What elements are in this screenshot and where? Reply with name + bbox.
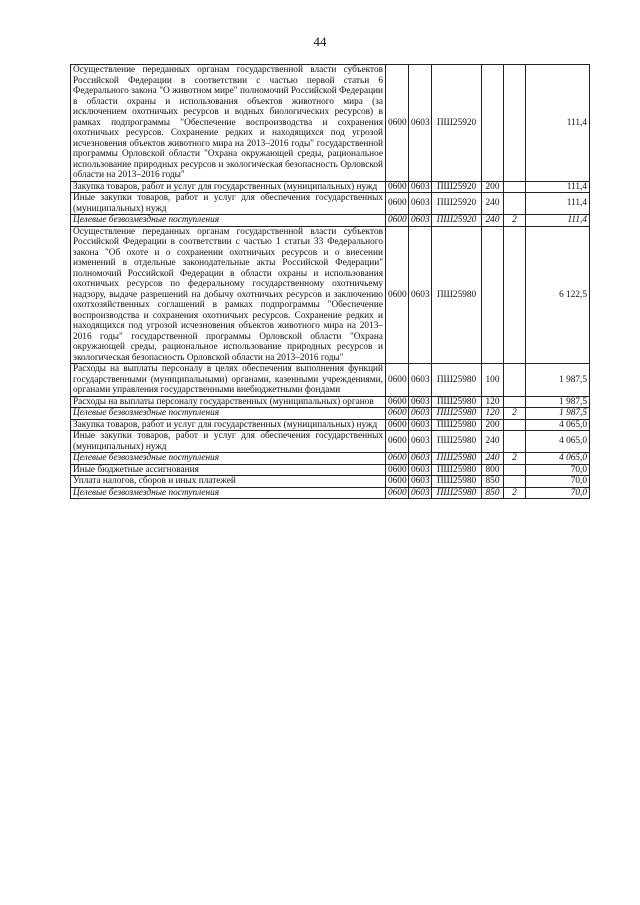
target-article-code: ПШ25980: [432, 396, 482, 408]
source-code: [504, 419, 526, 431]
target-article-code: ПШ25920: [432, 215, 482, 227]
amount: 1 987,5: [526, 408, 590, 420]
section-code: 0600: [386, 476, 409, 488]
source-code: 2: [504, 453, 526, 465]
expense-type-code: 240: [482, 431, 504, 453]
source-code: [504, 193, 526, 215]
section-code: 0600: [386, 215, 409, 227]
section-code: 0600: [386, 464, 409, 476]
table-row: [71, 193, 590, 215]
target-article-code: ПШ25920: [432, 181, 482, 193]
section-code: 0600: [386, 419, 409, 431]
row-description: Целевые безвозмездные поступления: [71, 487, 386, 499]
expense-type-code: [482, 65, 504, 182]
row-description: Осуществление переданных органам государственной власти субъектов Российской Федерации в соответствии с частью первой статьи 6 Федерального закона "О животном мире" полномочий Российской Федерации в области охраны и использования объектов животного мира (за исключением охотничьих ресурсов и водных биологических ресурсов) в рамках подпрограммы "Обеспечение воспроизводства и сохранения охотничьих ресурсов. Сохранение редких и находящихся под угрозой исчезновения объектов животного мира на 2013–2016 годы" государственной программы Орловской области "Охрана окружающей среды, рациональное использование природных ресурсов и экологическая безопасность Орловской области на 2013–2016 годы": [71, 65, 386, 182]
table-row: [71, 181, 590, 193]
target-article-code: ПШ25980: [432, 408, 482, 420]
target-article-code: ПШ25980: [432, 476, 482, 488]
section-code: 0600: [386, 193, 409, 215]
section-code: 0600: [386, 396, 409, 408]
section-code: 0600: [386, 487, 409, 499]
expense-type-code: 240: [482, 215, 504, 227]
amount: 4 065,0: [526, 431, 590, 453]
amount: 4 065,0: [526, 453, 590, 465]
expense-type-code: 800: [482, 464, 504, 476]
amount: 1 987,5: [526, 396, 590, 408]
source-code: [504, 476, 526, 488]
subsection-code: 0603: [409, 396, 432, 408]
section-code: 0600: [386, 364, 409, 397]
expense-type-code: 240: [482, 193, 504, 215]
table-row: [71, 396, 590, 408]
row-description: Уплата налогов, сборов и иных платежей: [71, 476, 386, 488]
row-description: Осуществление переданных органам государственной власти субъектов Российской Федерации в соответствии с частью 1 статьи 33 Федерального закона "Об охоте и о сохранении охотничьих ресурсов и о внесении изменений в отдельные законодательные акты Российской Федерации" полномочий Российской Федерации в области охраны и использования охотничьих ресурсов по федеральному государственному охотничьему надзору, выдаче разрешений на добычу охотничьих ресурсов и заключению охотхозяйственных соглашений в рамках подпрограммы "Обеспечение воспроизводства и сохранения охотничьих ресурсов. Сохранение редких и находящихся под угрозой исчезновения объектов животного мира на 2013–2016 годы" государственной программы Орловской области "Охрана окружающей среды, рациональное использование природных ресурсов и экологическая безопасность Орловской области на 2013–2016 годы": [71, 226, 386, 364]
target-article-code: ПШ25980: [432, 226, 482, 364]
target-article-code: ПШ25980: [432, 453, 482, 465]
subsection-code: 0603: [409, 181, 432, 193]
amount: 4 065,0: [526, 419, 590, 431]
section-code: 0600: [386, 408, 409, 420]
subsection-code: 0603: [409, 453, 432, 465]
source-code: [504, 226, 526, 364]
table-row: [71, 226, 590, 364]
section-code: 0600: [386, 65, 409, 182]
expense-type-code: 850: [482, 476, 504, 488]
amount: 111,4: [526, 181, 590, 193]
source-code: [504, 65, 526, 182]
subsection-code: 0603: [409, 408, 432, 420]
amount: 1 987,5: [526, 364, 590, 397]
table-row: [71, 431, 590, 453]
row-description: Закупка товаров, работ и услуг для государственных (муниципальных) нужд: [71, 181, 386, 193]
row-description: Целевые безвозмездные поступления: [71, 215, 386, 227]
amount: 111,4: [526, 215, 590, 227]
row-description: Целевые безвозмездные поступления: [71, 408, 386, 420]
subsection-code: 0603: [409, 419, 432, 431]
table-row: [71, 476, 590, 488]
row-description: Расходы на выплаты персоналу в целях обеспечения выполнения функций государственными (муниципальными) органами, казенными учреждениями, органами управления государственными внебюджетными фондами: [71, 364, 386, 397]
source-code: [504, 364, 526, 397]
section-code: 0600: [386, 226, 409, 364]
target-article-code: ПШ25980: [432, 487, 482, 499]
expense-type-code: [482, 226, 504, 364]
source-code: [504, 464, 526, 476]
expense-type-code: 240: [482, 453, 504, 465]
source-code: 2: [504, 408, 526, 420]
table-row: [71, 408, 590, 420]
target-article-code: ПШ25980: [432, 364, 482, 397]
amount: 111,4: [526, 65, 590, 182]
table-row: [71, 65, 590, 182]
source-code: [504, 431, 526, 453]
row-description: Расходы на выплаты персоналу государственных (муниципальных) органов: [71, 396, 386, 408]
expense-type-code: 200: [482, 419, 504, 431]
row-description: Закупка товаров, работ и услуг для государственных (муниципальных) нужд: [71, 419, 386, 431]
target-article-code: ПШ25980: [432, 464, 482, 476]
row-description: Иные бюджетные ассигнования: [71, 464, 386, 476]
table-row: [71, 364, 590, 397]
subsection-code: 0603: [409, 487, 432, 499]
amount: 70,0: [526, 487, 590, 499]
target-article-code: ПШ25980: [432, 431, 482, 453]
amount: 70,0: [526, 476, 590, 488]
source-code: 2: [504, 487, 526, 499]
budget-table: [70, 64, 590, 499]
subsection-code: 0603: [409, 431, 432, 453]
subsection-code: 0603: [409, 464, 432, 476]
table-row: [71, 487, 590, 499]
row-description: Иные закупки товаров, работ и услуг для обеспечения государственных (муниципальных) нужд: [71, 193, 386, 215]
table-row: [71, 464, 590, 476]
source-code: [504, 181, 526, 193]
page-number: 44: [313, 34, 327, 49]
section-code: 0600: [386, 453, 409, 465]
target-article-code: ПШ25980: [432, 419, 482, 431]
amount: 6 122,5: [526, 226, 590, 364]
section-code: 0600: [386, 431, 409, 453]
subsection-code: 0603: [409, 364, 432, 397]
table-row: [71, 419, 590, 431]
subsection-code: 0603: [409, 476, 432, 488]
amount: 70,0: [526, 464, 590, 476]
section-code: 0600: [386, 181, 409, 193]
target-article-code: ПШ25920: [432, 65, 482, 182]
source-code: [504, 396, 526, 408]
subsection-code: 0603: [409, 226, 432, 364]
expense-type-code: 100: [482, 364, 504, 397]
expense-type-code: 120: [482, 396, 504, 408]
row-description: Целевые безвозмездные поступления: [71, 453, 386, 465]
expense-type-code: 200: [482, 181, 504, 193]
source-code: 2: [504, 215, 526, 227]
amount: 111,4: [526, 193, 590, 215]
expense-type-code: 850: [482, 487, 504, 499]
subsection-code: 0603: [409, 65, 432, 182]
subsection-code: 0603: [409, 193, 432, 215]
expense-type-code: 120: [482, 408, 504, 420]
target-article-code: ПШ25920: [432, 193, 482, 215]
subsection-code: 0603: [409, 215, 432, 227]
row-description: Иные закупки товаров, работ и услуг для обеспечения государственных (муниципальных) нужд: [71, 431, 386, 453]
table-row: [71, 215, 590, 227]
table-row: [71, 453, 590, 465]
